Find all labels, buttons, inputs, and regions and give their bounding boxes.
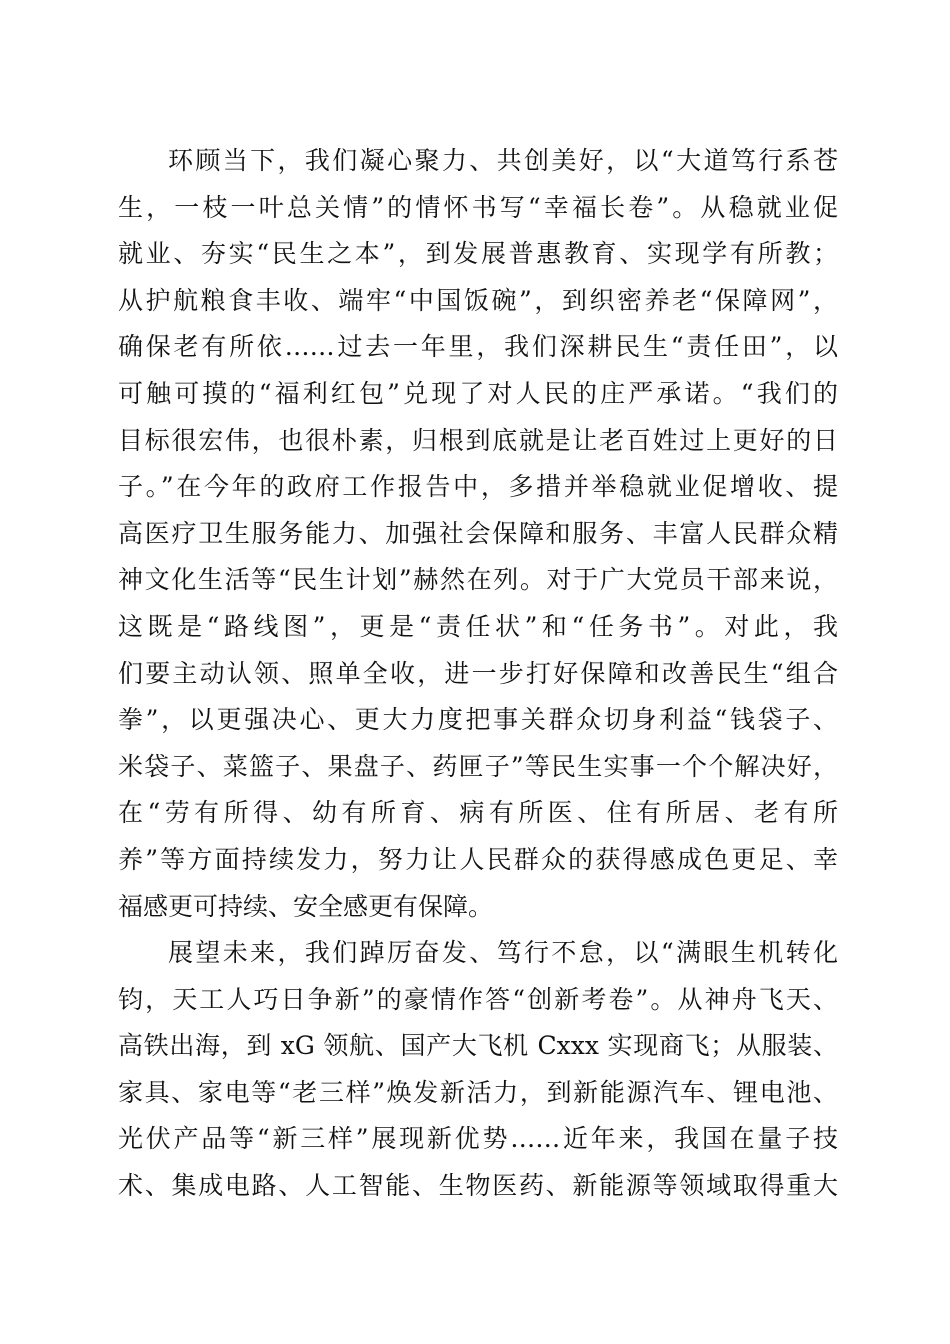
paragraph-line: 这既是“路线图”，更是“责任状”和“任务书”。对此，我 xyxy=(118,611,838,641)
paragraph-line: 光伏产品等“新三样”展现新优势……近年来，我国在量子技 xyxy=(118,1124,838,1154)
paragraph-line: 就业、夯实“民生之本”，到发展普惠教育、实现学有所教； xyxy=(118,239,838,269)
paragraph-line: 子。”在今年的政府工作报告中，多措并举稳就业促增收、提 xyxy=(118,472,838,502)
paragraph-line: 福感更可持续、安全感更有保障。 xyxy=(118,891,494,921)
paragraph-line: 生，一枝一叶总关情”的情怀书写“幸福长卷”。从稳就业促 xyxy=(118,192,838,222)
paragraph-line: 确保老有所依……过去一年里，我们深耕民生“责任田”，以 xyxy=(118,332,838,362)
paragraph-line: 们要主动认领、照单全收，进一步打好保障和改善民生“组合 xyxy=(118,658,838,688)
paragraph-line: 目标很宏伟，也很朴素，归根到底就是让老百姓过上更好的日 xyxy=(118,425,838,455)
paragraph-line: 养”等方面持续发力，努力让人民群众的获得感成色更足、幸 xyxy=(118,844,838,874)
paragraph-line: 可触可摸的“福利红包”兑现了对人民的庄严承诺。“我们的 xyxy=(118,378,838,408)
document-body xyxy=(118,138,838,1210)
paragraph-line: 环顾当下，我们凝心聚力、共创美好，以“大道笃行系苍 xyxy=(168,146,838,175)
paragraph-line: 展望未来，我们踔厉奋发、笃行不怠，以“满眼生机转化 xyxy=(168,938,838,968)
paragraph-line: 神文化生活等“民生计划”赫然在列。对于广大党员干部来说， xyxy=(118,565,838,595)
paragraph-line: 术、集成电路、人工智能、生物医药、新能源等领域取得重大 xyxy=(118,1171,838,1201)
paragraph-line: 家具、家电等“老三样”焕发新活力，到新能源汽车、锂电池、 xyxy=(118,1077,838,1107)
paragraph-line: 从护航粮食丰收、端牢“中国饭碗”，到织密养老“保障网”， xyxy=(118,285,838,315)
paragraph-2 xyxy=(118,930,838,1210)
paragraph-line: 高铁出海，到 xG 领航、国产大飞机 Cxxx 实现商飞；从服装、 xyxy=(118,1031,838,1061)
paragraph-line: 钧，天工人巧日争新”的豪情作答“创新考卷”。从神舟飞天、 xyxy=(118,984,838,1014)
paragraph-line: 拳”，以更强决心、更大力度把事关群众切身利益“钱袋子、 xyxy=(118,705,838,735)
paragraph-line: 高医疗卫生服务能力、加强社会保障和服务、丰富人民群众精 xyxy=(118,518,838,548)
paragraph-line: 在“劳有所得、幼有所育、病有所医、住有所居、老有所 xyxy=(118,798,838,828)
paragraph-1 xyxy=(118,138,838,930)
paragraph-line: 米袋子、菜篮子、果盘子、药匣子”等民生实事一个个解决好， xyxy=(118,751,838,781)
